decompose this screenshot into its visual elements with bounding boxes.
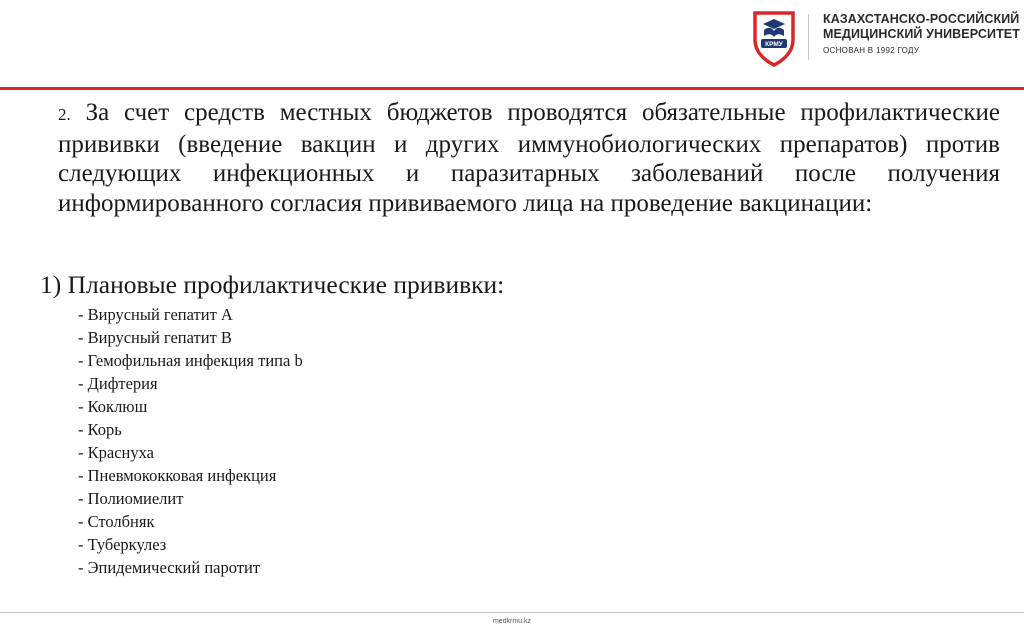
list-item: - Туберкулез: [78, 535, 167, 554]
intro-paragraph: [58, 98, 1000, 218]
paragraph-number: 2.: [58, 105, 71, 124]
university-name-line1: КАЗАХСТАНСКО-РОССИЙСКИЙ: [823, 12, 1020, 26]
list-item: - Вирусный гепатит В: [78, 328, 232, 347]
list-item: - Полиомиелит: [78, 489, 184, 508]
founded-label: ОСНОВАН В 1992 ГОДУ: [823, 46, 920, 55]
plan-heading: 1) Плановые профилактические прививки:: [40, 270, 505, 299]
list-item: - Эпидемический паротит: [78, 558, 261, 577]
footer-rule: [0, 612, 1024, 613]
paragraph-text: За счет средств местных бюджетов проводятся обязательные профилактические прививки (введение вакцин и других иммунобиологических препаратов) против следующих инфекционных и паразитарных заболеваний после получения информированного согласия прививаемого лица на проведение вакцинации:: [58, 99, 1001, 217]
disease-list: [78, 303, 303, 579]
footer-site[interactable]: medkrmu.kz: [492, 618, 532, 625]
header: [0, 0, 1024, 86]
list-item: - Краснуха: [78, 443, 154, 462]
list-item: - Корь: [78, 420, 122, 439]
university-name: [823, 12, 1020, 58]
list-item: - Пневмококковая инфекция: [78, 466, 277, 485]
list-item: - Дифтерия: [78, 374, 158, 393]
list-item: - Столбняк: [78, 512, 155, 531]
university-logo: [751, 10, 797, 68]
list-item: - Вирусный гепатит А: [78, 305, 233, 324]
university-name-line2: МЕДИЦИНСКИЙ УНИВЕРСИТЕТ: [823, 27, 1020, 41]
logo-text: КРМУ: [765, 41, 783, 49]
header-divider: [808, 14, 809, 60]
list-item: - Коклюш: [78, 397, 148, 416]
main-content: [58, 98, 1000, 218]
header-red-rule: [0, 87, 1024, 90]
list-item: - Гемофильная инфекция типа b: [78, 351, 303, 370]
